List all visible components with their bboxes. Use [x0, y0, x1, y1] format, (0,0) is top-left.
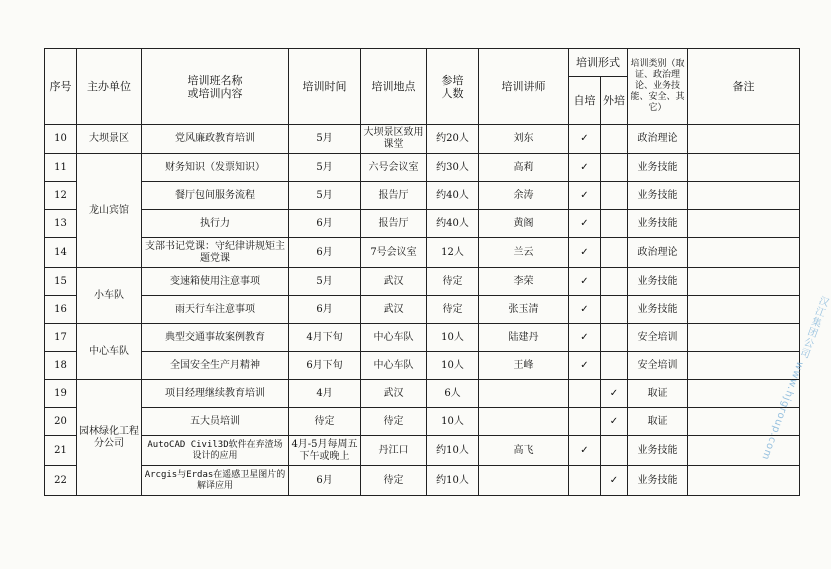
table-row	[45, 210, 800, 238]
cell-internal: ✓	[569, 238, 601, 268]
cell-course: 支部书记党课：守纪律讲规矩主题党课	[142, 238, 289, 268]
cell-time: 4月下旬	[289, 324, 361, 352]
cell-course: 变速箱使用注意事项	[142, 268, 289, 296]
cell-course: 全国安全生产月精神	[142, 352, 289, 380]
header-lecturer: 培训讲师	[479, 49, 569, 125]
cell-course: 财务知识（发票知识）	[142, 154, 289, 182]
cell-no: 22	[45, 466, 77, 496]
cell-no: 17	[45, 324, 77, 352]
header-count-line1: 参培	[441, 73, 464, 87]
cell-count: 约10人	[427, 436, 479, 466]
cell-count: 约40人	[427, 182, 479, 210]
cell-category: 业务技能	[628, 436, 688, 466]
table-row	[45, 296, 800, 324]
cell-external: ✓	[601, 380, 628, 408]
cell-remark	[688, 324, 800, 352]
cell-count: 6人	[427, 380, 479, 408]
cell-external: ✓	[601, 408, 628, 436]
cell-internal: ✓	[569, 210, 601, 238]
cell-location: 报告厅	[361, 210, 427, 238]
cell-category: 业务技能	[628, 296, 688, 324]
table-row	[45, 182, 800, 210]
cell-lecturer: 刘东	[479, 125, 569, 154]
cell-no: 21	[45, 436, 77, 466]
cell-course: 五大员培训	[142, 408, 289, 436]
cell-lecturer: 余涛	[479, 182, 569, 210]
cell-course: AutoCAD Civil3D软件在弃渣场设计的应用	[142, 436, 289, 466]
cell-no: 20	[45, 408, 77, 436]
table-row	[45, 408, 800, 436]
cell-category: 业务技能	[628, 182, 688, 210]
cell-external	[601, 268, 628, 296]
training-table	[44, 48, 800, 496]
cell-category: 取证	[628, 380, 688, 408]
table-row	[45, 436, 800, 466]
cell-host: 中心车队	[77, 324, 142, 380]
cell-time: 5月	[289, 268, 361, 296]
cell-no: 11	[45, 154, 77, 182]
cell-location: 武汉	[361, 296, 427, 324]
cell-category: 业务技能	[628, 210, 688, 238]
table-row	[45, 125, 800, 154]
header-row	[45, 49, 800, 77]
cell-time: 6月下旬	[289, 352, 361, 380]
cell-external	[601, 436, 628, 466]
table-row	[45, 352, 800, 380]
header-count-line2: 人数	[441, 86, 464, 100]
cell-location: 六号会议室	[361, 154, 427, 182]
header-course	[142, 49, 289, 125]
cell-location: 丹江口	[361, 436, 427, 466]
cell-external	[601, 182, 628, 210]
cell-location: 7号会议室	[361, 238, 427, 268]
cell-count: 约10人	[427, 466, 479, 496]
cell-internal: ✓	[569, 182, 601, 210]
cell-internal	[569, 408, 601, 436]
cell-category: 业务技能	[628, 154, 688, 182]
cell-remark	[688, 210, 800, 238]
header-course-line2: 或培训内容	[187, 86, 243, 100]
cell-category: 政治理论	[628, 238, 688, 268]
cell-course: 执行力	[142, 210, 289, 238]
cell-course: 项目经理继续教育培训	[142, 380, 289, 408]
cell-course: 餐厅包间服务流程	[142, 182, 289, 210]
cell-location: 待定	[361, 408, 427, 436]
cell-no: 18	[45, 352, 77, 380]
cell-lecturer: 李荣	[479, 268, 569, 296]
cell-remark	[688, 182, 800, 210]
cell-count: 10人	[427, 408, 479, 436]
table-row	[45, 268, 800, 296]
cell-external	[601, 324, 628, 352]
cell-category: 安全培训	[628, 324, 688, 352]
cell-course: Arcgis与Erdas在遥感卫星图片的解译应用	[142, 466, 289, 496]
cell-internal: ✓	[569, 296, 601, 324]
cell-no: 12	[45, 182, 77, 210]
cell-lecturer: 高飞	[479, 436, 569, 466]
cell-external	[601, 125, 628, 154]
cell-location: 中心车队	[361, 352, 427, 380]
cell-time: 4月-5月每周五下午或晚上	[289, 436, 361, 466]
table-row	[45, 238, 800, 268]
cell-internal: ✓	[569, 154, 601, 182]
cell-time: 5月	[289, 182, 361, 210]
cell-location: 武汉	[361, 380, 427, 408]
cell-location: 报告厅	[361, 182, 427, 210]
cell-host: 小车队	[77, 268, 142, 324]
cell-external	[601, 296, 628, 324]
table-row	[45, 324, 800, 352]
cell-category: 安全培训	[628, 352, 688, 380]
cell-course: 党风廉政教育培训	[142, 125, 289, 154]
cell-host: 大坝景区	[77, 125, 142, 154]
cell-no: 15	[45, 268, 77, 296]
cell-count: 约20人	[427, 125, 479, 154]
cell-category: 业务技能	[628, 466, 688, 496]
cell-remark	[688, 352, 800, 380]
cell-remark	[688, 125, 800, 154]
cell-location: 武汉	[361, 268, 427, 296]
cell-time: 4月	[289, 380, 361, 408]
cell-remark	[688, 436, 800, 466]
cell-count: 约30人	[427, 154, 479, 182]
cell-remark	[688, 238, 800, 268]
header-form: 培训形式	[569, 49, 628, 77]
training-plan-sheet	[44, 48, 800, 496]
header-form-internal: 自培	[569, 77, 601, 125]
cell-lecturer	[479, 380, 569, 408]
cell-remark	[688, 268, 800, 296]
cell-external	[601, 154, 628, 182]
cell-time: 6月	[289, 296, 361, 324]
cell-no: 19	[45, 380, 77, 408]
cell-course: 雨天行车注意事项	[142, 296, 289, 324]
table-row	[45, 380, 800, 408]
cell-internal: ✓	[569, 268, 601, 296]
header-course-line1: 培训班名称	[187, 73, 243, 87]
cell-internal: ✓	[569, 352, 601, 380]
cell-lecturer	[479, 408, 569, 436]
cell-host: 龙山宾馆	[77, 154, 142, 268]
cell-count: 待定	[427, 296, 479, 324]
cell-no: 10	[45, 125, 77, 154]
cell-category: 业务技能	[628, 268, 688, 296]
cell-external	[601, 352, 628, 380]
cell-internal	[569, 466, 601, 496]
table-row	[45, 466, 800, 496]
cell-count: 12人	[427, 238, 479, 268]
cell-count: 10人	[427, 324, 479, 352]
cell-lecturer: 兰云	[479, 238, 569, 268]
cell-lecturer: 王峰	[479, 352, 569, 380]
cell-category: 取证	[628, 408, 688, 436]
header-category: 培训类别（取证、政治理论、业务技能、安全、其它）	[628, 49, 688, 125]
cell-location: 待定	[361, 466, 427, 496]
cell-internal	[569, 380, 601, 408]
cell-lecturer: 陆建丹	[479, 324, 569, 352]
header-form-external: 外培	[601, 77, 628, 125]
cell-internal: ✓	[569, 125, 601, 154]
cell-count: 待定	[427, 268, 479, 296]
cell-no: 13	[45, 210, 77, 238]
cell-course: 典型交通事故案例教育	[142, 324, 289, 352]
cell-time: 6月	[289, 466, 361, 496]
table-row	[45, 154, 800, 182]
cell-count: 约40人	[427, 210, 479, 238]
header-remark: 备注	[688, 49, 800, 125]
header-no: 序号	[45, 49, 77, 125]
cell-time: 待定	[289, 408, 361, 436]
header-location: 培训地点	[361, 49, 427, 125]
watermark-text: 汉江集团公司 www.hjgroup.com	[759, 293, 830, 462]
cell-time: 6月	[289, 210, 361, 238]
cell-external	[601, 210, 628, 238]
cell-count: 10人	[427, 352, 479, 380]
header-host: 主办单位	[77, 49, 142, 125]
cell-external: ✓	[601, 466, 628, 496]
cell-remark	[688, 296, 800, 324]
cell-no: 16	[45, 296, 77, 324]
cell-lecturer: 张玉清	[479, 296, 569, 324]
cell-no: 14	[45, 238, 77, 268]
cell-time: 6月	[289, 238, 361, 268]
header-time: 培训时间	[289, 49, 361, 125]
cell-time: 5月	[289, 125, 361, 154]
cell-location: 大坝景区致用课堂	[361, 125, 427, 154]
cell-time: 5月	[289, 154, 361, 182]
cell-remark	[688, 154, 800, 182]
cell-internal: ✓	[569, 436, 601, 466]
cell-lecturer: 高莉	[479, 154, 569, 182]
cell-location: 中心车队	[361, 324, 427, 352]
cell-external	[601, 238, 628, 268]
cell-lecturer	[479, 466, 569, 496]
cell-internal: ✓	[569, 324, 601, 352]
cell-lecturer: 黄阁	[479, 210, 569, 238]
header-count	[427, 49, 479, 125]
cell-host: 园林绿化工程分公司	[77, 380, 142, 496]
cell-category: 政治理论	[628, 125, 688, 154]
